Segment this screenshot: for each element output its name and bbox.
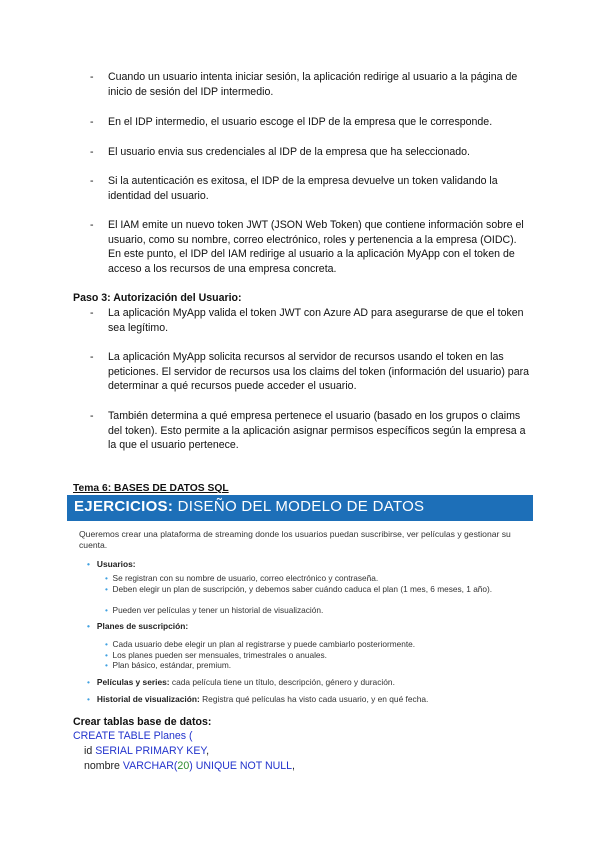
sub-item: • Los planes pueden ser mensuales, trimestrales o anuales. (105, 650, 327, 660)
section-heading: Paso 3: Autorización del Usuario: (73, 292, 242, 304)
list-item: - También determina a qué empresa pertenece el usuario (basado en los grupos o claims del token). Esto permite a la aplicación asignar permisos específicos según la empresa a la que el usuario pertenece. (90, 410, 526, 452)
category-peliculas: • Películas y series: cada película tiene un título, descripción, género y duración. (87, 677, 395, 687)
list-item: - Cuando un usuario intenta iniciar sesión, la aplicación redirige al usuario a la página de inicio de sesión del IDP intermedio. (90, 71, 518, 98)
code-line-2: id SERIAL PRIMARY KEY, (84, 745, 210, 757)
list-item: - La aplicación MyApp solicita recursos al servidor de recursos usando el token en las peticiones. El servidor de recursos usa los claims del token (información del usuario) para determinar a qué recursos puede acceder el usuario. (90, 351, 530, 393)
sub-item: • Se registran con su nombre de usuario, correo electrónico y contraseña. (105, 573, 379, 583)
list-item: - Si la autenticación es exitosa, el IDP de la empresa devuelve un token validando la identidad del usuario. (90, 175, 498, 202)
sub-item: • Deben elegir un plan de suscripción, y debemos saber cuándo caduca el plan (1 mes, 6 meses, 1 año). (105, 584, 493, 594)
code-title: Crear tablas base de datos: (73, 716, 212, 728)
list-item: - El IAM emite un nuevo token JWT (JSON Web Token) que contiene información sobre el usuario, como su nombre, correo electrónico, roles y pertenencia a la empresa (OIDC). En este punto, el IDP del IAM redirige al usuario a la aplicación MyApp con el token de acceso a los recursos de una empresa concreta. (90, 219, 524, 275)
exercise-banner (67, 495, 533, 521)
banner-title: EJERCICIOS: DISEÑO DEL MODELO DE DATOS (74, 498, 425, 515)
category-historial: • Historial de visualización: Registra qué películas ha visto cada usuario, y en qué fecha. (87, 694, 429, 704)
code-line-1: CREATE TABLE Planes ( (73, 730, 193, 742)
topic-title: Tema 6: BASES DE DATOS SQL (73, 483, 229, 494)
sub-item: • Pueden ver películas y tener un historial de visualización. (105, 605, 324, 615)
list-item: - En el IDP intermedio, el usuario escoge el IDP de la empresa que le corresponde. (90, 116, 493, 128)
category-planes: • Planes de suscripción: (87, 621, 189, 631)
exercise-slide-image (67, 495, 533, 711)
sub-item: • Cada usuario debe elegir un plan al registrarse y puede cambiarlo posteriormente. (105, 639, 416, 649)
sub-item: • Plan básico, estándar, premium. (105, 660, 232, 670)
exercise-intro: Queremos crear una plataforma de streaming donde los usuarios puedan suscribirse, ver películas y gestionar su cuenta. (79, 529, 511, 550)
category-usuarios: • Usuarios: (87, 559, 136, 569)
list-item: - El usuario envia sus credenciales al IDP de la empresa que ha seleccionado. (90, 146, 470, 158)
code-line-3: nombre VARCHAR(20) UNIQUE NOT NULL, (84, 760, 295, 772)
list-item: - La aplicación MyApp valida el token JWT con Azure AD para asegurarse de que el token sea legítimo. (90, 307, 524, 334)
